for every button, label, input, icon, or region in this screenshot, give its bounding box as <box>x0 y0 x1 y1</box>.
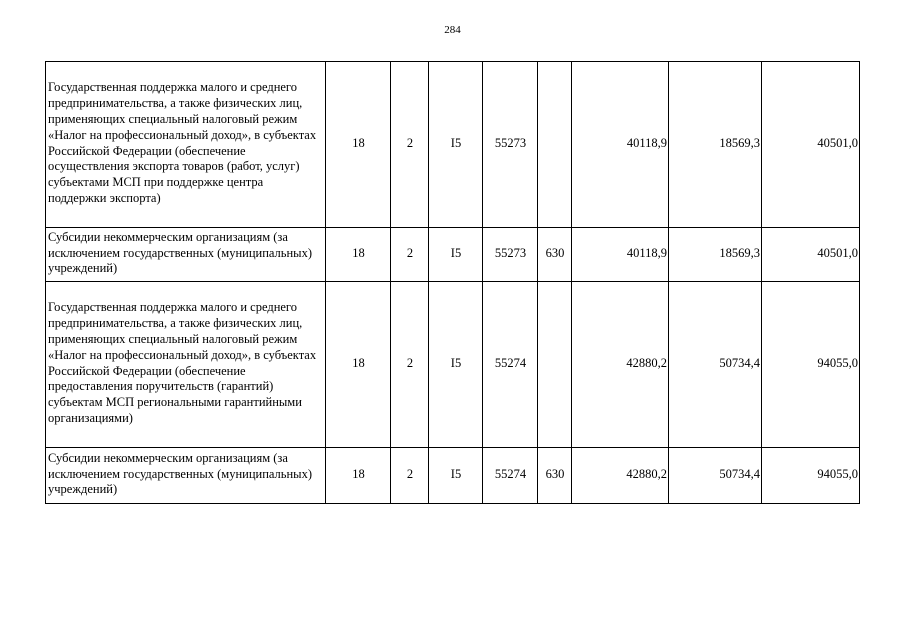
table-row <box>46 448 860 504</box>
ministry-code: 18 <box>326 228 391 282</box>
amount-year-1: 42880,2 <box>572 448 669 504</box>
table-row <box>46 62 860 228</box>
ministry-code: 18 <box>326 282 391 448</box>
ministry-code: 18 <box>326 62 391 228</box>
amount-year-1: 42880,2 <box>572 282 669 448</box>
expense-type-code <box>538 282 572 448</box>
target-code: 55274 <box>483 448 538 504</box>
budget-table <box>45 61 860 504</box>
amount-year-2: 50734,4 <box>669 282 762 448</box>
program-code: I5 <box>429 448 483 504</box>
page-number: 284 <box>444 24 461 36</box>
program-code: I5 <box>429 228 483 282</box>
section-code: 2 <box>391 62 429 228</box>
amount-year-2: 18569,3 <box>669 228 762 282</box>
amount-year-3: 40501,0 <box>762 228 860 282</box>
amount-year-3: 94055,0 <box>762 448 860 504</box>
amount-year-2: 50734,4 <box>669 448 762 504</box>
expense-type-code: 630 <box>538 228 572 282</box>
amount-year-3: 40501,0 <box>762 62 860 228</box>
target-code: 55274 <box>483 282 538 448</box>
table-row <box>46 228 860 282</box>
amount-year-1: 40118,9 <box>572 62 669 228</box>
target-code: 55273 <box>483 62 538 228</box>
expense-type-code <box>538 62 572 228</box>
section-code: 2 <box>391 228 429 282</box>
row-name: Государственная поддержка малого и среднего предпринимательства, а также физических лиц, применяющих специальный налоговый режим «Налог на профессиональный доход», в субъектах Российской Федерации (обеспечение предоставления поручительств (гарантий) субъектам МСП региональными гарантийными организациями) <box>46 282 326 448</box>
row-name: Субсидии некоммерческим организациям (за исключением государственных (муниципальных) учреждений) <box>46 228 326 282</box>
program-code: I5 <box>429 62 483 228</box>
amount-year-2: 18569,3 <box>669 62 762 228</box>
target-code: 55273 <box>483 228 538 282</box>
expense-type-code: 630 <box>538 448 572 504</box>
amount-year-3: 94055,0 <box>762 282 860 448</box>
row-name: Субсидии некоммерческим организациям (за исключением государственных (муниципальных) учреждений) <box>46 448 326 504</box>
row-name: Государственная поддержка малого и среднего предпринимательства, а также физических лиц, применяющих специальный налоговый режим «Налог на профессиональный доход», в субъектах Российской Федерации (обеспечение осуществления экспорта товаров (работ, услуг) субъектами МСП при поддержке центра поддержки экспорта) <box>46 62 326 228</box>
amount-year-1: 40118,9 <box>572 228 669 282</box>
table-row <box>46 282 860 448</box>
ministry-code: 18 <box>326 448 391 504</box>
program-code: I5 <box>429 282 483 448</box>
section-code: 2 <box>391 282 429 448</box>
section-code: 2 <box>391 448 429 504</box>
